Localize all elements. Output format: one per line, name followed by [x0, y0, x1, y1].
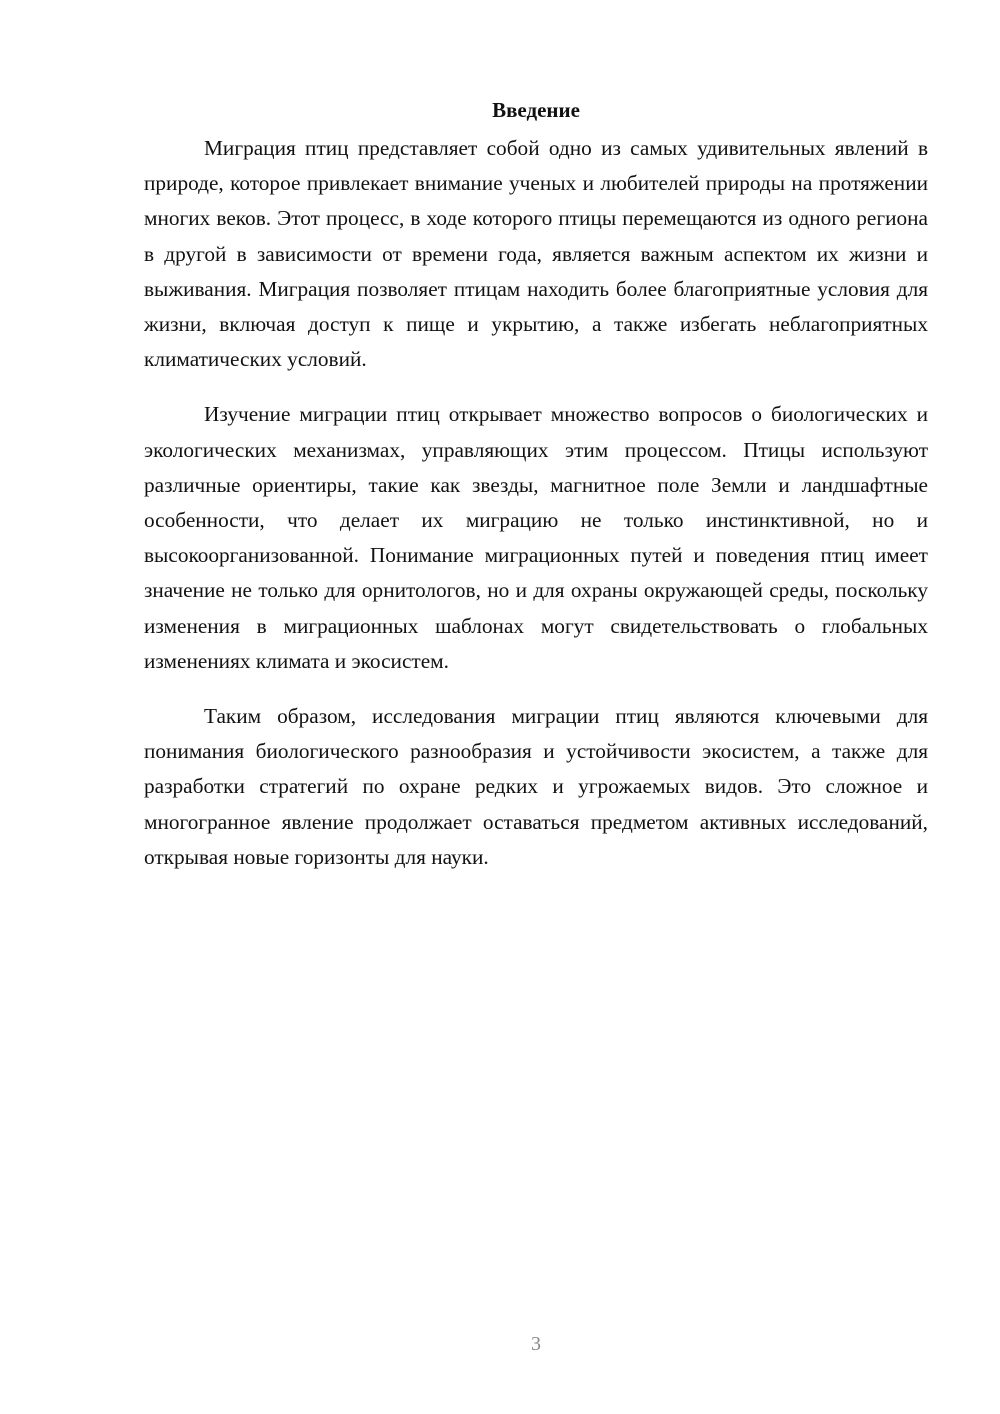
- paragraph-2: Изучение миграции птиц открывает множество вопросов о биологических и экологических механизмах, управляющих этим процессом. Птицы используют различные ориентиры, такие как звезды, магнитное поле Земли и ландшафтные особенности, что делает их миграцию не только инстинктивной, но и высокоорганизованной. Понимание миграционных путей и поведения птиц имеет значение не только для орнитологов, но и для охраны окружающей среды, поскольку изменения в миграционных шаблонах могут свидетельствовать о глобальных изменениях климата и экосистем.: [144, 402, 928, 673]
- paragraph-1: Миграция птиц представляет собой одно из самых удивительных явлений в природе, которое привлекает внимание ученых и любителей природы на протяжении многих веков. Этот процесс, в ходе которого птицы перемещаются из одного региона в другой в зависимости от времени года, является важным аспектом их жизни и выживания. Миграция позволяет птицам находить более благоприятные условия для жизни, включая доступ к пище и укрытию, а также избегать неблагоприятных климатических условий.: [144, 136, 928, 372]
- page-number: 3: [531, 1333, 541, 1355]
- section-heading: Введение: [492, 98, 580, 122]
- page-content: [144, 95, 928, 895]
- paragraph-3: Таким образом, исследования миграции птиц являются ключевыми для понимания биологического разнообразия и устойчивости экосистем, а также для разработки стратегий по охране редких и угрожаемых видов. Это сложное и многогранное явление продолжает оставаться предметом активных исследований, открывая новые горизонты для науки.: [144, 704, 928, 869]
